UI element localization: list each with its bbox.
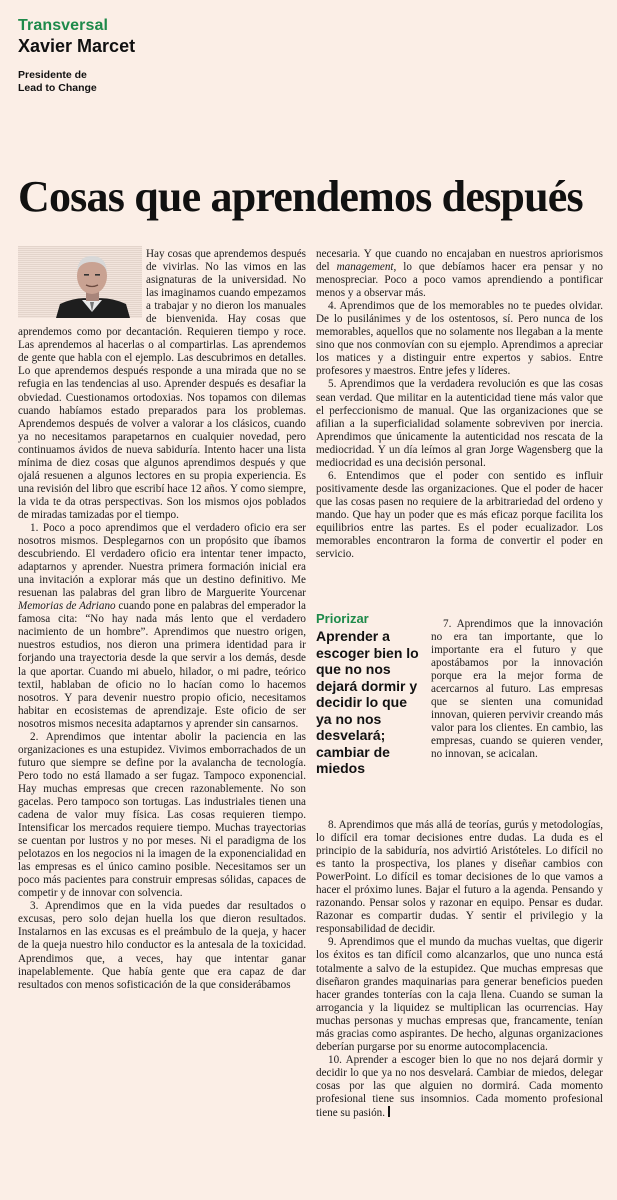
paragraph-10 [316,1054,603,1120]
author-role-line: Presidente de [18,69,87,81]
paragraph-1 [18,522,306,731]
right-column-bottom [316,819,603,1120]
intro-text: Hay cosas que aprendemos después de vivirlas. No las vimos en las asignaturas de la universidad. No las imaginamos cuando empezamos a trabajar y no dieron los manuales de bienvenida. Hay cosas que aprendemos como por decantación. Requieren tiempo y roce. Las aprendemos al hacerlas o al compartirlas. Las aprendemos de gente que habla con el ejemplo. Las descubrimos en detalles. Lo que aprendemos después responde a una mirada que no se refugia en las tendencias al uso. Aprender después es desafiar la obviedad. Cuestionamos ortodoxias. Nos topamos con dilemas cuando habíamos estado preparados para los problemas. Aprendemos después de volver a valorar a los clásicos, cuando ya no necesitamos parapetarnos en cualquier novedad, pero continuamos ávidos de nueva sabiduría. Intento hacer una lista mínima de diez cosas que algunos aprendimos después y que ojalá resuenen a algunos lectores en su propia experiencia. Es una revisión del libro que escribí hace 12 años. Y como siempre, la vida te da otras perspectivas. Son los mismos ojos poblados de miradas tamizadas por el tiempo. [18,248,306,521]
author-role-line: Lead to Change [18,82,97,94]
management-term: management [336,261,394,274]
book-title: Memorias de Adriano [18,600,116,613]
paragraph-3-cont-text-b: , lo que debíamos hacer era pensar y no menospreciar. Poco a poco vamos aprendiendo a pontificar menos y a observar más. [316,261,603,300]
right-column-narrow [431,618,603,762]
paragraph-9: 9. Aprendimos que el mundo da muchas vueltas, que digerir los éxitos es tan difícil como alcanzarlos, que uno nunca está totalmente a salvo de la estupidez. Que muchas empresas que diseñaron grandes maquinarias para generar beneficios pueden hacer grandes tonterías con la caja llena. Cuando se suman la arrogancia y la liquidez se multiplican las ocurrencias. Hay muchas personas y muchas empresas que, francamente, tenían más gracias como aspirantes. De hecho, algunas organizaciones deberían purgarse por su enorme autocomplacencia. [316,936,603,1053]
paragraph-3-cont-text: necesaria. Y que cuando no encajaban en nuestros apriorismos del [316,248,603,274]
paragraph-6: 6. Entendimos que el poder con sentido es influir positivamente desde las organizaciones. Que el poder de hacer que las cosas pasen no requiere de la arbitrariedad del ordeno y mando. Que hay un poder que es más eficaz porque facilita los equilibrios entre las partes. Es el poder ecualizador. Los memorables encontraron la forma de convertir el poder en servicio. [316,469,603,561]
paragraph-10-text: 10. Aprender a escoger bien lo que no nos dejará dormir y decidir lo que ya no nos desvelará. Cambiar de miedos, delegar cosas por las que alguien no dormirá. Cada momento profesional tiene sus insomnios. Cada momento profesional tiene su pasión. [316,1053,603,1120]
right-column-top [316,248,603,561]
section-label: Transversal [18,17,109,34]
end-mark [388,1106,390,1117]
paragraph-1-text-cont: cuando pone en palabras del emperador la famosa cita: “No hay nada más lento que el verdadero nacimiento de un hombre”. Aprendimos que nuestro origen, nuestros estudios, nos dieron una primera identidad para ir forjando una trayectoria desde la que servir a los demás, desde la que aportar. Cuando mi abuelo, hilador, o mi padre, teórico textil, hablaban de oficio no lo hacían como lo hacemos nosotros. Y para devenir nuestro propio oficio, necesitamos habitar en ecosistemas de aprendizaje. Este oficio de ser nosotros mismos necesita adaptarnos y aprender sin cansarnos. [18,600,306,730]
paragraph-1-text: 1. Poco a poco aprendimos que el verdadero oficio era ser nosotros mismos. Desplegarnos con un propósito que íbamos descubriendo. El verdadero oficio era intentar tener impacto, adaptarnos y aprender. Nuestra primera formación inicial era una invitación a explorar más que un destino definitivo. Me resuenan las palabras del gran libro de Marguerite Yourcenar [18,521,306,600]
paragraph-4: 4. Aprendimos que de los memorables no te puedes olvidar. De lo pusilánimes y de los ostentosos, sí. Pero nunca de los memorables, aquellos que no solamente nos llegaban a la mente sino que nos conmovían con su ejemplo. Aprendimos a apreciar los matices y a distinguir entre expertos y sabios. Entre profesores y maestros. Entre jefes y líderes. [316,300,603,378]
intro-paragraph [18,248,306,522]
headline: Cosas que aprendemos después [18,172,583,221]
left-column [18,248,306,992]
author-role [18,69,138,95]
paragraph-2: 2. Aprendimos que intentar abolir la paciencia en las organizaciones es una estupidez. Vivimos emborrachados de un futuro que siempre se define por la avalancha de tecnología. Pero todo no está llamado a ser fugaz. Tampoco exponencial. Hay muchas empresas que crecen razonablemente. No son gacelas. Pero tampoco son tortugas. Las industriales tienen una cadena de valor muy física. Las cosas requieren tiempo. Intensificar los mercados requiere tiempo. Muchas trayectorias se cuentan por lustros y no por meses. Ni el paradigma de los pelotazos en los negocios ni la imagen de la exponencialidad en las empresas es el único camino posible. Necesitamos ser un poco más pacientes para construir empresas sólidas, capaces de competir y de innovar con solvencia. [18,730,306,900]
paragraph-8: 8. Aprendimos que más allá de teorías, gurús y metodologías, lo difícil era tomar decisiones entre dudas. La duda es el principio de la sabiduría, nos advirtió Aristóteles. Lo difícil no es tanto la prospectiva, los planes y diseñar cambios con PowerPoint. Lo difícil es tomar decisiones de lo que vamos a hacer el próximo lunes. Bajar el futuro a la agenda. Pensando y razonando. Pensar solos y razonar en equipo. Pensar es dudar. Razonar es compartir dudas. Y sentir el privilegio y la responsabilidad de decidir. [316,819,603,936]
paragraph-3-cont [316,248,603,300]
paragraph-5: 5. Aprendimos que la verdadera revolución es que las cosas sean verdad. Que militar en la autenticidad tiene más valor que el perfeccionismo de manual. Que las organizaciones que se afilian a la superficialidad solamente sobreviven por inercia. Aprendimos que únicamente la autenticidad nos rescata de la mediocridad. Y un día leímos al gran Jorge Wagensberg que la mediocridad es una decisión personal. [316,378,603,469]
author-name: Xavier Marcet [18,36,136,56]
photo-spacer [18,248,146,318]
paragraph-7: 7. Aprendimos que la innovación no era tan importante, que lo importante era el futuro y que apostábamos por la innovación porque era la mejor forma de acercarnos al futuro. Las empresas que se sienten una comunidad innovan, quieren pervivir creando más valor para los clientes. En cambio, las empresas, cuando se quieren vender, no innovan, se acicalan. [431,618,603,761]
pull-quote-text: Aprender a escoger bien lo que no nos dejará dormir y decidir lo que ya no nos desvelará; cambiar de miedos [316,628,419,776]
pull-quote [316,611,424,777]
pull-quote-label: Priorizar [316,611,369,626]
paragraph-3: 3. Aprendimos que en la vida puedes dar resultados o excusas, pero solo dejan huella los que dieron resultados. Instalarnos en las excusas es el preámbulo de la queja, y hacer de la queja nuestro hilo conductor es la antesala de la toxicidad. Aprendimos que, a veces, hay que intentar ganar inapelablemente. Que había gente que era capaz de dar resultados con menos sofisticación de la que considerábamos [18,900,306,991]
